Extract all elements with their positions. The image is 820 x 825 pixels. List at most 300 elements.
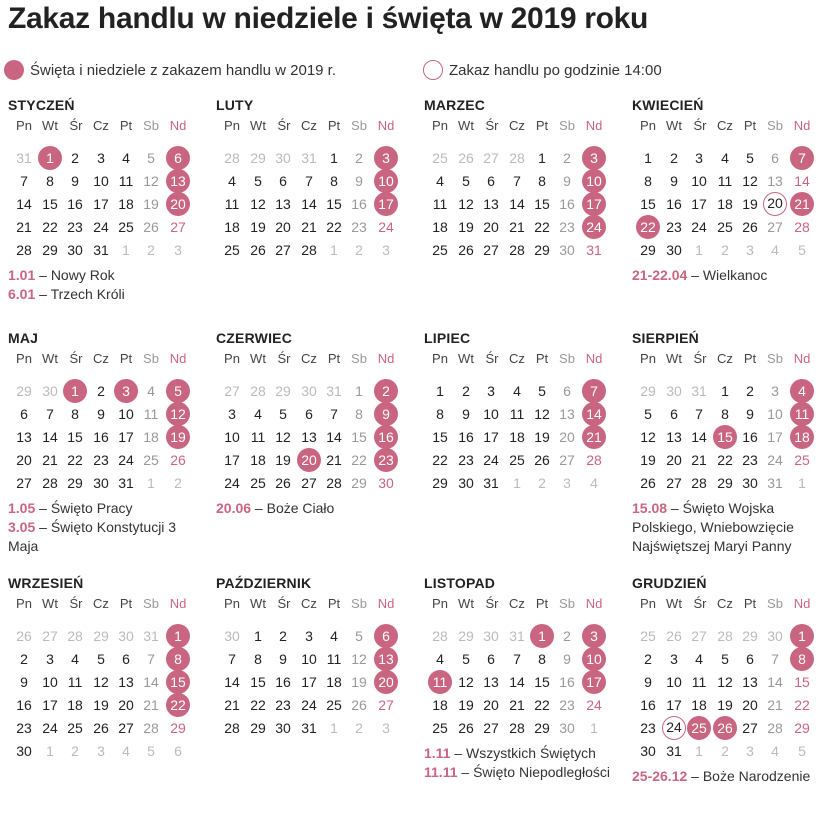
day-cell: 15	[67, 429, 83, 445]
day-cell: 12	[717, 674, 733, 690]
weekday-header: Śr	[277, 351, 291, 366]
weekday-header: Pn	[432, 596, 448, 611]
weekday-header: Pn	[640, 596, 656, 611]
day-cell: 29	[742, 628, 758, 644]
weekday-header: Wt	[42, 351, 58, 366]
day-cell: 2	[20, 651, 28, 667]
day-cell: 30	[275, 720, 291, 736]
day-cell: 3	[228, 406, 236, 422]
day-cell: 26	[666, 628, 682, 644]
day-cell: 15	[250, 674, 266, 690]
day-cell: 30	[666, 383, 682, 399]
holiday-date: 6.01	[8, 286, 36, 302]
day-cell: 9	[279, 651, 287, 667]
day-cell: 15	[166, 670, 190, 694]
holiday-note	[8, 499, 208, 518]
month-name: KWIECIEŃ	[632, 97, 704, 113]
weekday-header: Pt	[119, 351, 133, 366]
day-cell: 23	[640, 720, 656, 736]
weekday-header: Sb	[767, 351, 783, 366]
holiday-notes	[8, 266, 208, 304]
day-cell: 20	[374, 670, 398, 694]
day-cell: 14	[582, 402, 606, 426]
day-cell: 7	[513, 651, 521, 667]
holiday-name: – Święto Wojska Polskiego, Wniebowzięcie Najświętszej Maryi Panny	[632, 500, 794, 554]
day-cell: 3	[46, 651, 54, 667]
weekday-header: Pt	[327, 118, 341, 133]
day-cell: 8	[721, 406, 729, 422]
day-cell: 7	[771, 651, 779, 667]
day-cell: 6	[279, 173, 287, 189]
day-cell: 16	[458, 429, 474, 445]
day-cell: 14	[691, 429, 707, 445]
day-cell: 29	[67, 475, 83, 491]
day-cell: 12	[458, 196, 474, 212]
holiday-date: 1.05	[8, 500, 36, 516]
day-cell: 1	[330, 150, 338, 166]
day-cell: 2	[355, 242, 363, 258]
weekday-header: Pn	[224, 351, 240, 366]
day-cell: 11	[143, 406, 159, 422]
day-cell: 17	[224, 452, 240, 468]
day-cell: 24	[301, 697, 317, 713]
weekday-header: Wt	[42, 118, 58, 133]
day-cell: 5	[721, 651, 729, 667]
day-cell: 13	[275, 196, 291, 212]
day-cell: 22	[636, 215, 660, 239]
holiday-name: – Nowy Rok	[35, 267, 115, 283]
day-cell: 12	[93, 674, 109, 690]
day-cell: 7	[790, 146, 814, 170]
weekday-header: Cz	[93, 118, 109, 133]
day-cell: 11	[717, 173, 733, 189]
day-cell: 15	[534, 196, 550, 212]
day-cell: 15	[794, 674, 810, 690]
holiday-name: – Wielkanoc	[687, 267, 768, 283]
day-cell: 19	[351, 674, 367, 690]
day-cell: 1	[436, 383, 444, 399]
day-cell: 28	[509, 150, 525, 166]
day-cell: 18	[432, 697, 448, 713]
day-cell: 22	[794, 697, 810, 713]
day-cell: 30	[67, 242, 83, 258]
weekday-header: Cz	[301, 118, 317, 133]
day-cell: 26	[458, 720, 474, 736]
day-cell: 12	[742, 173, 758, 189]
weekday-header: Nd	[169, 596, 187, 611]
day-cell: 30	[118, 628, 134, 644]
day-cell: 20	[483, 219, 499, 235]
weekday-header: Wt	[42, 596, 58, 611]
day-cell: 4	[436, 173, 444, 189]
day-cell: 16	[666, 196, 682, 212]
day-cell: 25	[432, 242, 448, 258]
day-cell: 18	[432, 219, 448, 235]
day-cell: 20	[742, 697, 758, 713]
day-cell: 3	[305, 628, 313, 644]
day-cell: 24	[483, 452, 499, 468]
holiday-date: 25-26.12	[632, 768, 688, 784]
day-cell: 25	[794, 452, 810, 468]
day-cell: 24	[582, 215, 606, 239]
weekday-header: Wt	[250, 118, 266, 133]
day-cell: 16	[374, 425, 398, 449]
day-cell: 22	[351, 452, 367, 468]
holiday-note	[8, 285, 208, 304]
day-cell: 26	[458, 150, 474, 166]
weekday-header: Pt	[535, 351, 549, 366]
day-cell: 18	[326, 674, 342, 690]
day-cell: 10	[93, 173, 109, 189]
day-cell: 27	[483, 150, 499, 166]
holiday-date: 21-22.04	[632, 267, 688, 283]
holiday-name: – Święto Pracy	[35, 500, 133, 516]
day-cell: 15	[351, 429, 367, 445]
day-cell: 19	[717, 697, 733, 713]
holiday-note	[8, 518, 208, 556]
day-cell: 28	[509, 242, 525, 258]
weekday-header: Nd	[585, 118, 603, 133]
day-cell: 4	[330, 628, 338, 644]
day-cell: 12	[250, 196, 266, 212]
weekday-header: Sb	[767, 596, 783, 611]
day-cell: 13	[767, 173, 783, 189]
day-cell: 9	[563, 651, 571, 667]
day-cell: 19	[640, 452, 656, 468]
day-cell: 30	[483, 628, 499, 644]
day-cell: 10	[118, 406, 134, 422]
day-cell: 19	[534, 429, 550, 445]
day-cell: 14	[509, 196, 525, 212]
day-cell: 30	[458, 475, 474, 491]
weekday-header: Sb	[559, 118, 575, 133]
weekday-header: Sb	[559, 596, 575, 611]
holiday-note	[632, 767, 820, 786]
day-cell: 31	[666, 743, 682, 759]
weekday-header: Cz	[93, 351, 109, 366]
day-cell: 3	[746, 242, 754, 258]
day-cell: 29	[275, 383, 291, 399]
day-cell: 12	[534, 406, 550, 422]
day-cell: 11	[432, 196, 448, 212]
day-cell: 26	[534, 452, 550, 468]
day-cell: 9	[670, 173, 678, 189]
day-cell: 24	[586, 697, 602, 713]
day-cell: 14	[794, 173, 810, 189]
day-cell: 29	[432, 475, 448, 491]
weekday-header: Nd	[585, 351, 603, 366]
day-cell: 9	[355, 173, 363, 189]
day-cell: 12	[166, 402, 190, 426]
legend-ban-label: Święta i niedziele z zakazem handlu w 2019 r.	[30, 61, 337, 79]
day-cell: 27	[301, 475, 317, 491]
day-cell: 9	[644, 674, 652, 690]
day-cell: 7	[305, 173, 313, 189]
day-cell: 28	[301, 242, 317, 258]
day-cell: 8	[166, 647, 190, 671]
day-cell: 1	[790, 624, 814, 648]
weekday-header: Pn	[432, 351, 448, 366]
day-cell: 21	[301, 219, 317, 235]
weekday-header: Pt	[327, 596, 341, 611]
day-cell: 11	[67, 674, 83, 690]
day-cell: 13	[483, 674, 499, 690]
day-cell: 2	[538, 475, 546, 491]
holiday-date: 20.06	[216, 500, 252, 516]
day-cell: 3	[382, 242, 390, 258]
day-cell: 4	[254, 406, 262, 422]
day-cell: 6	[487, 651, 495, 667]
holiday-note	[8, 266, 208, 285]
holiday-notes	[632, 266, 820, 285]
day-cell: 28	[794, 219, 810, 235]
day-cell: 3	[582, 146, 606, 170]
day-cell: 16	[16, 697, 32, 713]
weekday-header: Pt	[743, 118, 757, 133]
day-cell: 1	[798, 475, 806, 491]
day-cell: 14	[16, 196, 32, 212]
day-cell: 2	[644, 651, 652, 667]
day-cell: 24	[767, 452, 783, 468]
day-cell: 5	[798, 743, 806, 759]
day-cell: 24	[378, 219, 394, 235]
day-cell: 19	[742, 196, 758, 212]
day-cell: 22	[250, 697, 266, 713]
day-cell: 3	[97, 743, 105, 759]
day-cell: 28	[432, 628, 448, 644]
day-cell: 17	[374, 192, 398, 216]
day-cell: 31	[691, 383, 707, 399]
month-name: SIERPIEŃ	[632, 330, 699, 346]
day-cell: 27	[559, 452, 575, 468]
day-cell: 2	[563, 150, 571, 166]
day-cell: 8	[355, 406, 363, 422]
weekday-header: Cz	[301, 596, 317, 611]
day-cell: 11	[509, 406, 525, 422]
day-cell: 2	[174, 475, 182, 491]
weekday-header: Pn	[432, 118, 448, 133]
day-cell: 4	[228, 173, 236, 189]
day-cell: 16	[559, 674, 575, 690]
weekday-header: Cz	[509, 118, 525, 133]
weekday-header: Wt	[666, 596, 682, 611]
day-cell: 6	[487, 173, 495, 189]
day-cell: 25	[432, 720, 448, 736]
day-cell: 2	[563, 628, 571, 644]
day-cell: 16	[67, 196, 83, 212]
day-cell: 17	[666, 697, 682, 713]
day-cell: 10	[224, 429, 240, 445]
day-cell: 1	[530, 624, 554, 648]
day-cell: 19	[143, 196, 159, 212]
day-cell: 14	[767, 674, 783, 690]
day-cell: 26	[742, 219, 758, 235]
day-cell: 2	[97, 383, 105, 399]
weekday-header: Nd	[169, 118, 187, 133]
holiday-note	[632, 266, 820, 285]
day-cell: 21	[691, 452, 707, 468]
day-cell: 11	[326, 651, 342, 667]
day-cell: 29	[717, 475, 733, 491]
day-cell: 7	[330, 406, 338, 422]
day-cell: 9	[374, 402, 398, 426]
day-cell: 26	[16, 628, 32, 644]
day-cell: 1	[46, 743, 54, 759]
day-cell: 2	[355, 720, 363, 736]
weekday-header: Pt	[327, 351, 341, 366]
day-cell: 28	[326, 475, 342, 491]
day-cell: 9	[71, 173, 79, 189]
weekday-header: Wt	[458, 351, 474, 366]
month-name: PAŹDZIERNIK	[216, 575, 312, 591]
day-cell: 2	[462, 383, 470, 399]
weekday-header: Pt	[119, 118, 133, 133]
day-cell: 19	[458, 697, 474, 713]
day-cell: 11	[118, 173, 134, 189]
day-cell: 8	[436, 406, 444, 422]
holiday-note	[216, 499, 416, 518]
weekday-header: Śr	[277, 118, 291, 133]
weekday-header: Cz	[93, 596, 109, 611]
day-cell: 27	[483, 720, 499, 736]
day-cell: 30	[93, 475, 109, 491]
day-cell: 14	[326, 429, 342, 445]
day-cell: 31	[509, 628, 525, 644]
holiday-notes	[216, 499, 416, 518]
day-cell: 7	[228, 651, 236, 667]
day-cell: 16	[640, 697, 656, 713]
day-cell: 15	[534, 674, 550, 690]
day-cell: 4	[695, 651, 703, 667]
month-name: LISTOPAD	[424, 575, 496, 591]
weekday-header: Śr	[69, 118, 83, 133]
day-cell: 5	[355, 628, 363, 644]
weekday-header: Pt	[535, 596, 549, 611]
day-cell: 30	[640, 743, 656, 759]
day-cell: 13	[742, 674, 758, 690]
day-cell: 13	[16, 429, 32, 445]
day-cell: 24	[224, 475, 240, 491]
day-cell: 14	[509, 674, 525, 690]
day-cell: 1	[695, 743, 703, 759]
day-cell: 1	[590, 720, 598, 736]
day-cell: 20	[16, 452, 32, 468]
day-cell: 29	[250, 150, 266, 166]
day-cell: 8	[790, 647, 814, 671]
day-cell: 31	[586, 242, 602, 258]
day-cell: 23	[351, 219, 367, 235]
day-cell: 7	[513, 173, 521, 189]
day-cell: 2	[670, 150, 678, 166]
holiday-date: 15.08	[632, 500, 668, 516]
holiday-notes	[8, 499, 208, 556]
day-cell: 4	[590, 475, 598, 491]
weekday-header: Pn	[16, 596, 32, 611]
weekday-header: Wt	[666, 351, 682, 366]
day-cell: 15	[640, 196, 656, 212]
day-cell: 8	[71, 406, 79, 422]
day-cell: 21	[509, 697, 525, 713]
weekday-header: Śr	[69, 596, 83, 611]
day-cell: 29	[351, 475, 367, 491]
day-cell: 13	[118, 674, 134, 690]
day-cell: 9	[563, 173, 571, 189]
day-cell: 2	[721, 743, 729, 759]
weekday-header: Sb	[767, 118, 783, 133]
day-cell: 25	[118, 219, 134, 235]
day-cell: 18	[67, 697, 83, 713]
holiday-note	[632, 499, 820, 556]
day-cell: 2	[746, 383, 754, 399]
day-cell: 3	[382, 720, 390, 736]
weekday-header: Wt	[250, 596, 266, 611]
day-cell: 1	[122, 242, 130, 258]
day-cell: 18	[509, 429, 525, 445]
day-cell: 17	[483, 429, 499, 445]
weekday-header: Wt	[250, 351, 266, 366]
day-cell: 15	[713, 425, 737, 449]
day-cell: 5	[538, 383, 546, 399]
weekday-header: Nd	[585, 596, 603, 611]
day-cell: 16	[275, 674, 291, 690]
day-cell: 28	[250, 383, 266, 399]
day-cell: 30	[224, 628, 240, 644]
day-cell: 10	[374, 169, 398, 193]
day-cell: 20	[559, 429, 575, 445]
day-cell: 4	[790, 379, 814, 403]
day-cell: 22	[166, 693, 190, 717]
weekday-header: Sb	[143, 596, 159, 611]
day-cell: 4	[771, 242, 779, 258]
weekday-header: Nd	[793, 351, 811, 366]
day-cell: 4	[771, 743, 779, 759]
day-cell: 29	[640, 383, 656, 399]
day-cell: 4	[436, 651, 444, 667]
day-cell: 16	[742, 429, 758, 445]
day-cell: 3	[374, 146, 398, 170]
day-cell: 4	[71, 651, 79, 667]
day-cell: 24	[93, 219, 109, 235]
day-cell: 1	[147, 475, 155, 491]
day-cell: 25	[224, 242, 240, 258]
weekday-header: Cz	[301, 351, 317, 366]
day-cell: 29	[640, 242, 656, 258]
holiday-name: – Święto Niepodległości	[457, 764, 611, 780]
day-cell: 26	[458, 242, 474, 258]
day-cell: 31	[301, 150, 317, 166]
day-cell: 10	[582, 647, 606, 671]
day-cell: 10	[582, 169, 606, 193]
day-cell: 1	[538, 150, 546, 166]
weekday-header: Śr	[69, 351, 83, 366]
day-cell: 13	[483, 196, 499, 212]
day-cell: 31	[301, 720, 317, 736]
day-cell: 23	[666, 219, 682, 235]
day-cell: 6	[20, 406, 28, 422]
filled-circle-icon	[4, 60, 24, 80]
weekday-header: Nd	[377, 596, 395, 611]
weekday-header: Pn	[16, 351, 32, 366]
day-cell: 24	[42, 720, 58, 736]
day-cell: 28	[224, 150, 240, 166]
weekday-header: Sb	[351, 351, 367, 366]
day-cell: 29	[250, 720, 266, 736]
day-cell: 28	[509, 720, 525, 736]
day-cell: 8	[538, 173, 546, 189]
weekday-header: Nd	[169, 351, 187, 366]
day-cell: 23	[458, 452, 474, 468]
day-cell: 30	[42, 383, 58, 399]
